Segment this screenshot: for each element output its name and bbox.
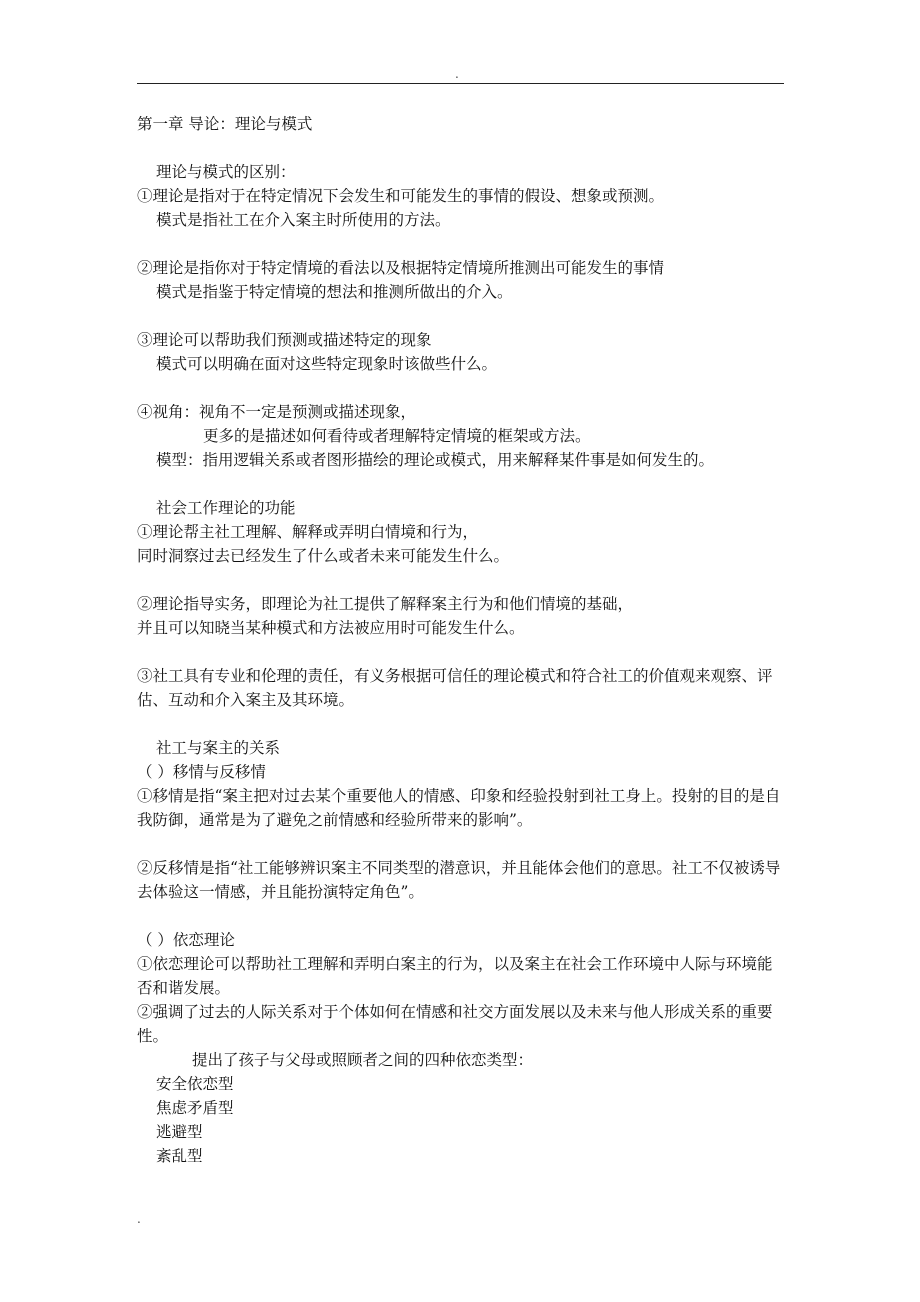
- paragraph: 模型：指用逻辑关系或者图形描绘的理论或模式，用来解释某件事是如何发生的。: [156, 451, 715, 469]
- subsection-heading: （ ）移情与反移情: [137, 763, 266, 781]
- spacer: [137, 568, 787, 592]
- document-body: [137, 112, 787, 1168]
- paragraph: ①移情是指“案主把对过去某个重要他人的情感、印象和经验投射到社工身上。投射的目的是自我防御，通常是为了避免之前情感和经验所带来的影响”。: [137, 787, 781, 829]
- paragraph: ③理论可以帮助我们预测或描述特定的现象: [137, 331, 432, 349]
- paragraph: 同时洞察过去已经发生了什么或者未来可能发生什么。: [137, 547, 510, 565]
- section-heading-difference: 理论与模式的区别：: [156, 163, 296, 181]
- paragraph: 模式可以明确在面对这些特定现象时该做些什么。: [156, 355, 498, 373]
- paragraph: 并且可以知晓当某种模式和方法被应用时可能发生什么。: [137, 619, 525, 637]
- paragraph: ①理论帮主社工理解、解释或弄明白情境和行为，: [137, 523, 479, 541]
- section-heading-relationship: 社工与案主的关系: [156, 739, 281, 757]
- paragraph: 更多的是描述如何看待或者理解特定情境的框架或方法。: [203, 427, 591, 445]
- list-item: 焦虑矛盾型: [156, 1099, 234, 1117]
- paragraph: ④视角：视角不一定是预测或描述现象，: [137, 403, 417, 421]
- paragraph: ②理论指导实务，即理论为社工提供了解释案主行为和他们情境的基础，: [137, 595, 634, 613]
- spacer: [137, 136, 787, 160]
- header-divider: [137, 83, 784, 84]
- list-item: 逃避型: [156, 1123, 203, 1141]
- spacer: [137, 832, 787, 856]
- list-item: 安全依恋型: [156, 1075, 234, 1093]
- list-item: 紊乱型: [156, 1147, 203, 1165]
- spacer: [137, 376, 787, 400]
- paragraph: 提出了孩子与父母或照顾者之间的四种依恋类型：: [192, 1051, 534, 1069]
- paragraph: ②强调了过去的人际关系对于个体如何在情感和社交方面发展以及未来与他人形成关系的重要性。: [137, 1003, 773, 1045]
- spacer: [137, 640, 787, 664]
- paragraph: ③社工具有专业和伦理的责任，有义务根据可信任的理论模式和符合社工的价值观来观察、评估、互动和介入案主及其环境。: [137, 667, 773, 709]
- subsection-heading: （ ）依恋理论: [137, 931, 235, 949]
- paragraph: ①依恋理论可以帮助社工理解和弄明白案主的行为，以及案主在社会工作环境中人际与环境能否和谐发展。: [137, 955, 773, 997]
- spacer: [137, 904, 787, 928]
- paragraph: ①理论是指对于在特定情况下会发生和可能发生的事情的假设、想象或预测。: [137, 187, 665, 205]
- footer-dot: .: [137, 1212, 141, 1226]
- paragraph: 模式是指社工在介入案主时所使用的方法。: [156, 211, 451, 229]
- spacer: [137, 472, 787, 496]
- spacer: [137, 304, 787, 328]
- header-dot: .: [455, 67, 459, 81]
- spacer: [137, 712, 787, 736]
- paragraph: ②理论是指你对于特定情境的看法以及根据特定情境所推测出可能发生的事情: [137, 259, 665, 277]
- paragraph: 模式是指鉴于特定情境的想法和推测所做出的介入。: [156, 283, 513, 301]
- chapter-title: 第一章 导论：理论与模式: [137, 115, 313, 133]
- spacer: [137, 232, 787, 256]
- section-heading-functions: 社会工作理论的功能: [156, 499, 296, 517]
- paragraph: ②反移情是指“社工能够辨识案主不同类型的潜意识，并且能体会他们的意思。社工不仅被诱导去体验这一情感，并且能扮演特定角色”。: [137, 859, 781, 901]
